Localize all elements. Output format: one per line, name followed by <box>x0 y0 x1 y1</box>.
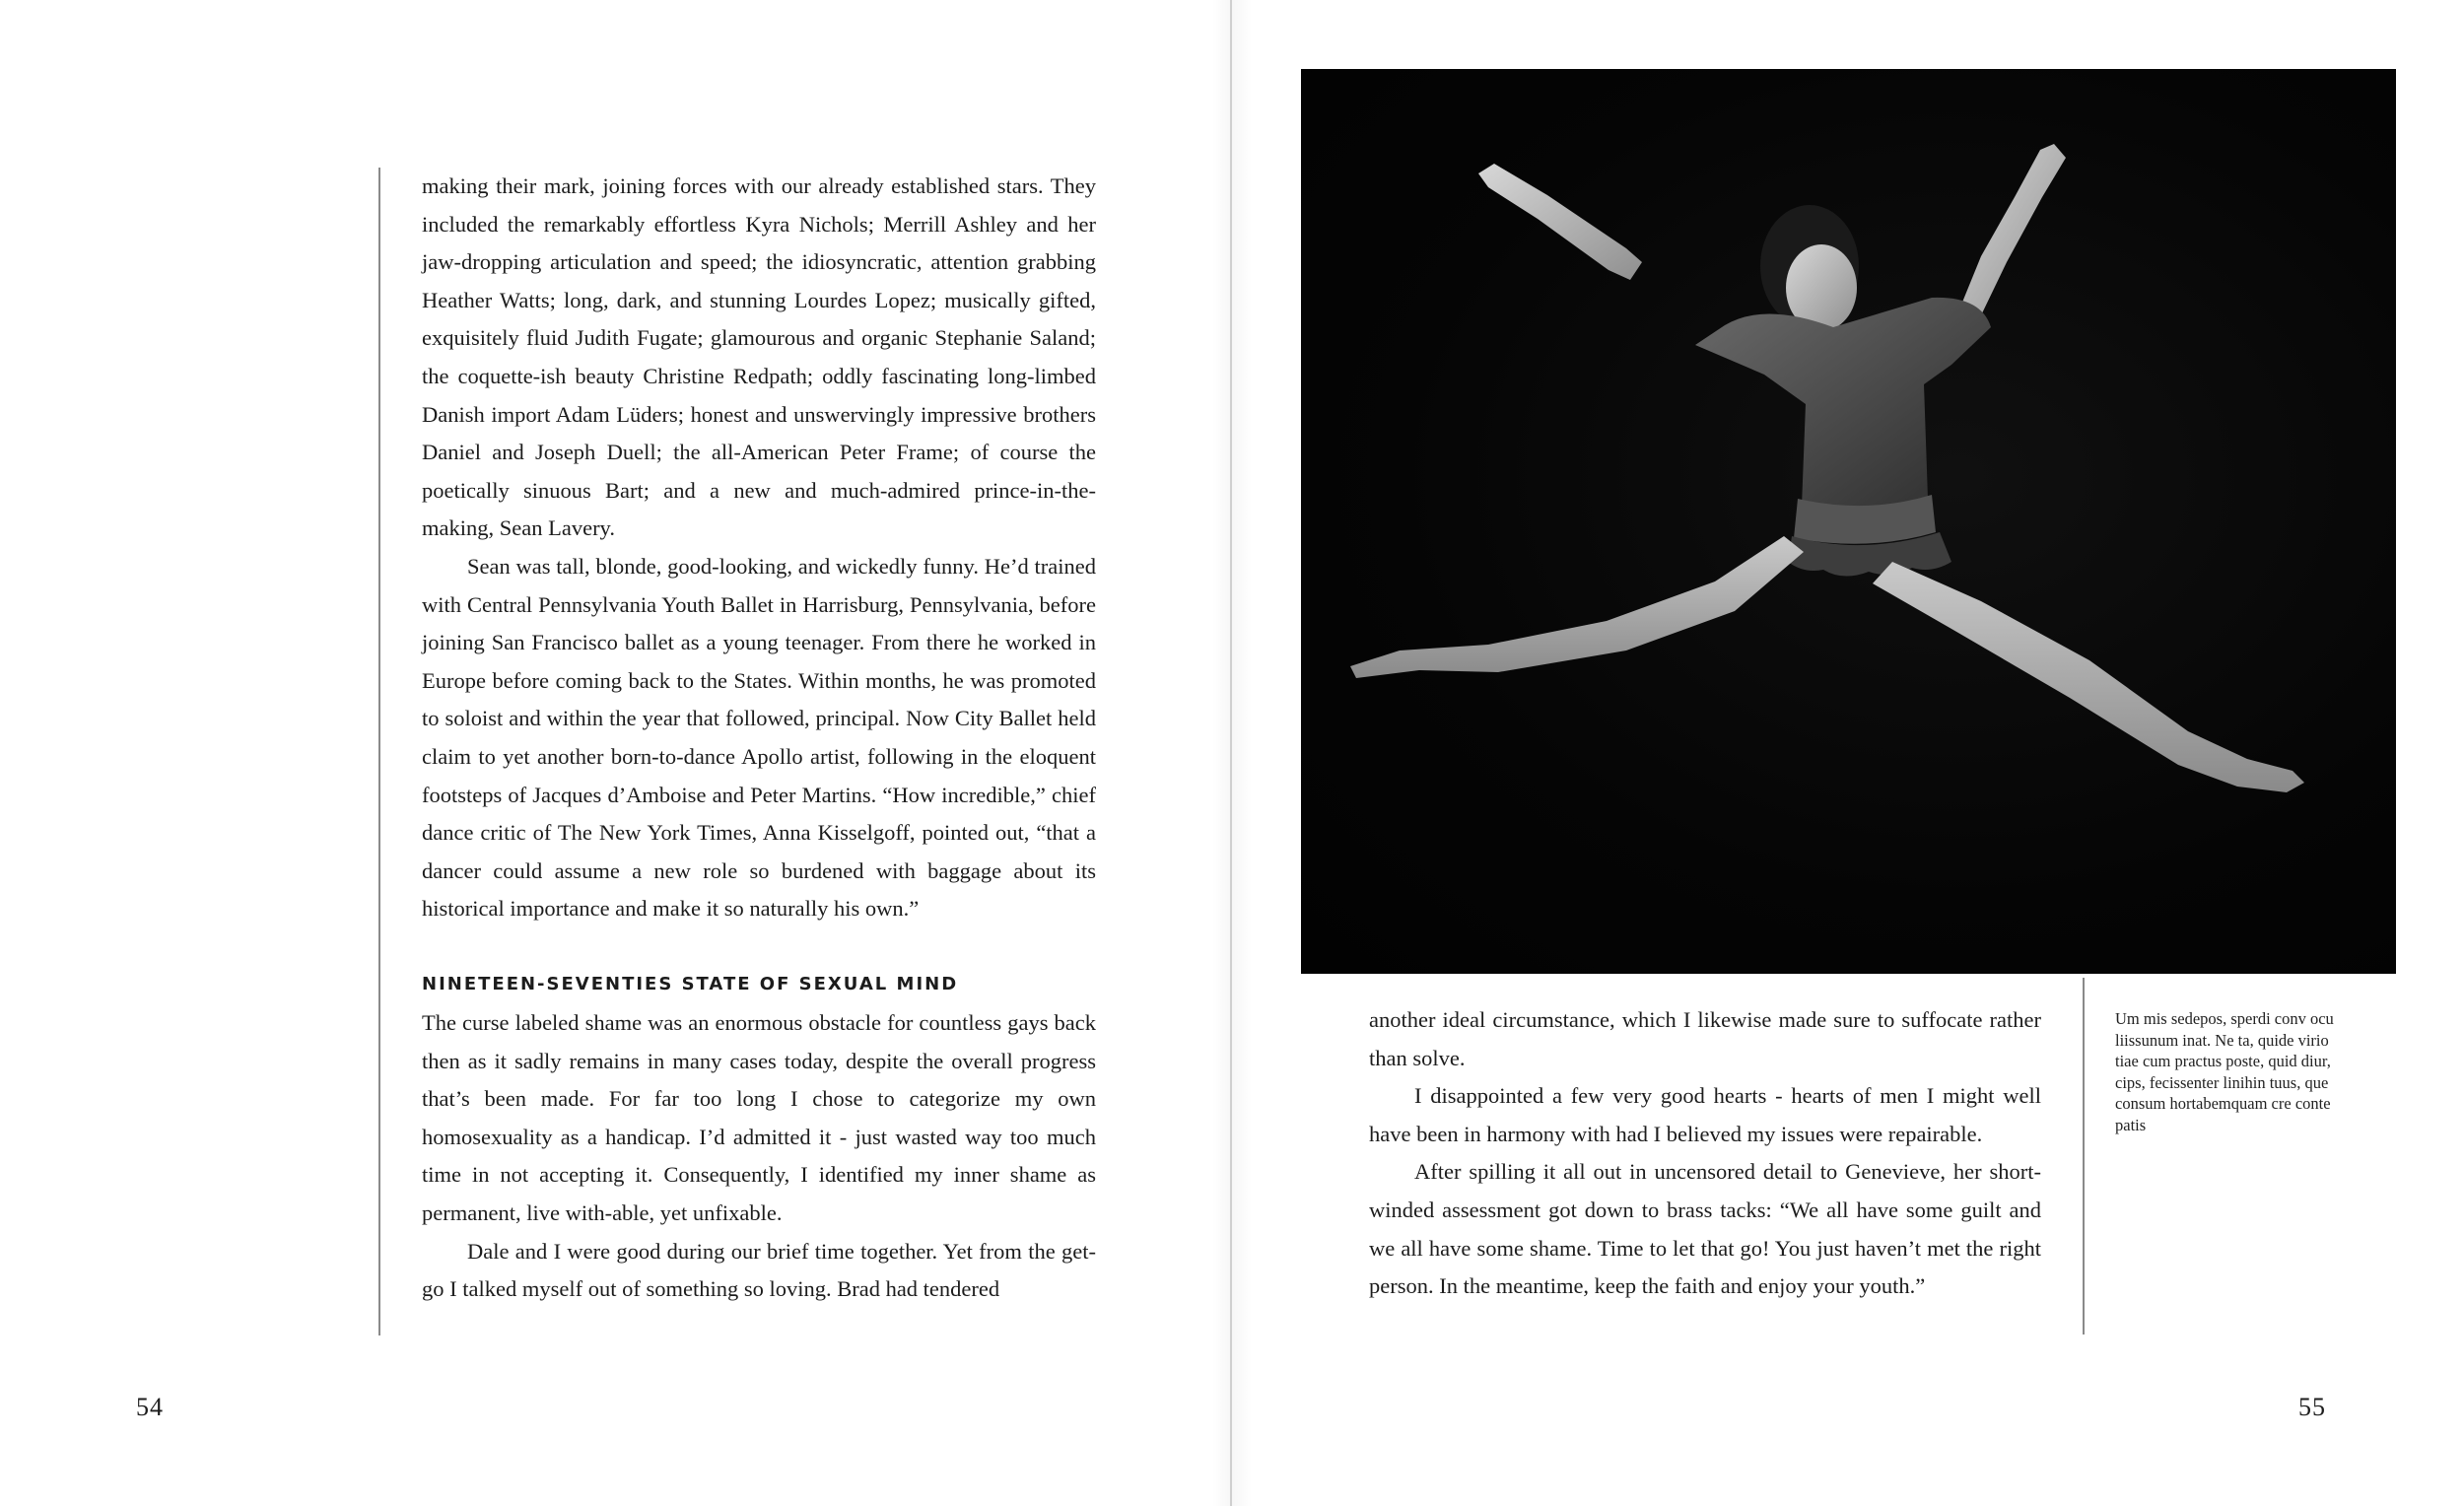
paragraph: another ideal circumstance, which I likewise made sure to suffocate rather than solve. <box>1369 1007 2041 1070</box>
right-page-text-column <box>1369 1001 2041 1306</box>
paragraph: making their mark, joining forces with our already established stars. They included the remarkably effortless Kyra Nichols; Merrill Ashley and her jaw-dropping articulation and speed; the idiosyncratic, attention grabbing Heather Watts; long, dark, and stunning Lourdes Lopez; musically gifted, exquisitely fluid Judith Fugate; glamourous and organic Stephanie Saland; the coquette-ish beauty Christine Redpath; oddly fascinating long-limbed Danish import Adam Lüders; honest and unswervingly impressive brothers Daniel and Joseph Duell; the all-American Peter Frame; of course the poetically sinuous Bart; and a new and much-admired prince-in-the-making, Sean Lavery. <box>422 173 1096 541</box>
paragraph: Dale and I were good during our brief time together. Yet from the get-go I talked myself out of something so loving. Brad had tendered <box>422 1238 1096 1302</box>
right-margin-rule <box>2083 978 2085 1335</box>
dancer-leaping-figure <box>1301 69 2396 974</box>
book-gutter <box>1230 0 1232 1506</box>
left-page-text-column <box>422 168 1096 1309</box>
page-number-left: 54 <box>136 1393 164 1421</box>
dancer-photograph <box>1301 69 2396 974</box>
paragraph: After spilling it all out in uncensored detail to Genevieve, her short-winded assessment got down to brass tacks: “We all have some guilt and we all have some shame. Time to let that go! You just haven’t met the right person. In the meantime, keep the faith and enjoy your youth.” <box>1369 1159 2041 1299</box>
paragraph: I disappointed a few very good hearts - hearts of men I might well have been in harmony with had I believed my issues were repairable. <box>1369 1083 2041 1146</box>
margin-sidenote: Um mis sedepos, sperdi conv ocu liissunum inat. Ne ta, quide virio tiae cum practus poste, quid diur, cips, fecissenter linihin tuus, que consum hortabemquam cre conte patis <box>2115 1009 2334 1134</box>
left-margin-rule <box>378 168 380 1335</box>
paragraph: The curse labeled shame was an enormous obstacle for countless gays back then as it sadly remains in many cases today, despite the overall progress that’s been made. For far too long I chose to categorize my own homosexuality as a handicap. I’d admitted it - just wasted way too much time in not accepting it. Consequently, I identified my inner shame as permanent, live with-able, yet unfixable. <box>422 1010 1096 1226</box>
section-heading: NINETEEN-SEVENTIES STATE OF SEXUAL MIND <box>422 974 959 995</box>
page-number-right: 55 <box>2298 1393 2326 1421</box>
paragraph: Sean was tall, blonde, good-looking, and wickedly funny. He’d trained with Central Pennsylvania Youth Ballet in Harrisburg, Pennsylvania, before joining San Francisco ballet as a young teenager. From there he worked in Europe before coming back to the States. Within months, he was promoted to soloist and within the year that followed, principal. Now City Ballet held claim to yet another born-to-dance Apollo artist, following in the eloquent footsteps of Jacques d’Amboise and Peter Martins. “How incredible,” chief dance critic of The New York Times, Anna Kisselgoff, pointed out, “that a dancer could assume a new role so burdened with baggage about its historical importance and make it so naturally his own.” <box>422 553 1096 922</box>
gutter-shadow <box>1212 0 1252 1506</box>
